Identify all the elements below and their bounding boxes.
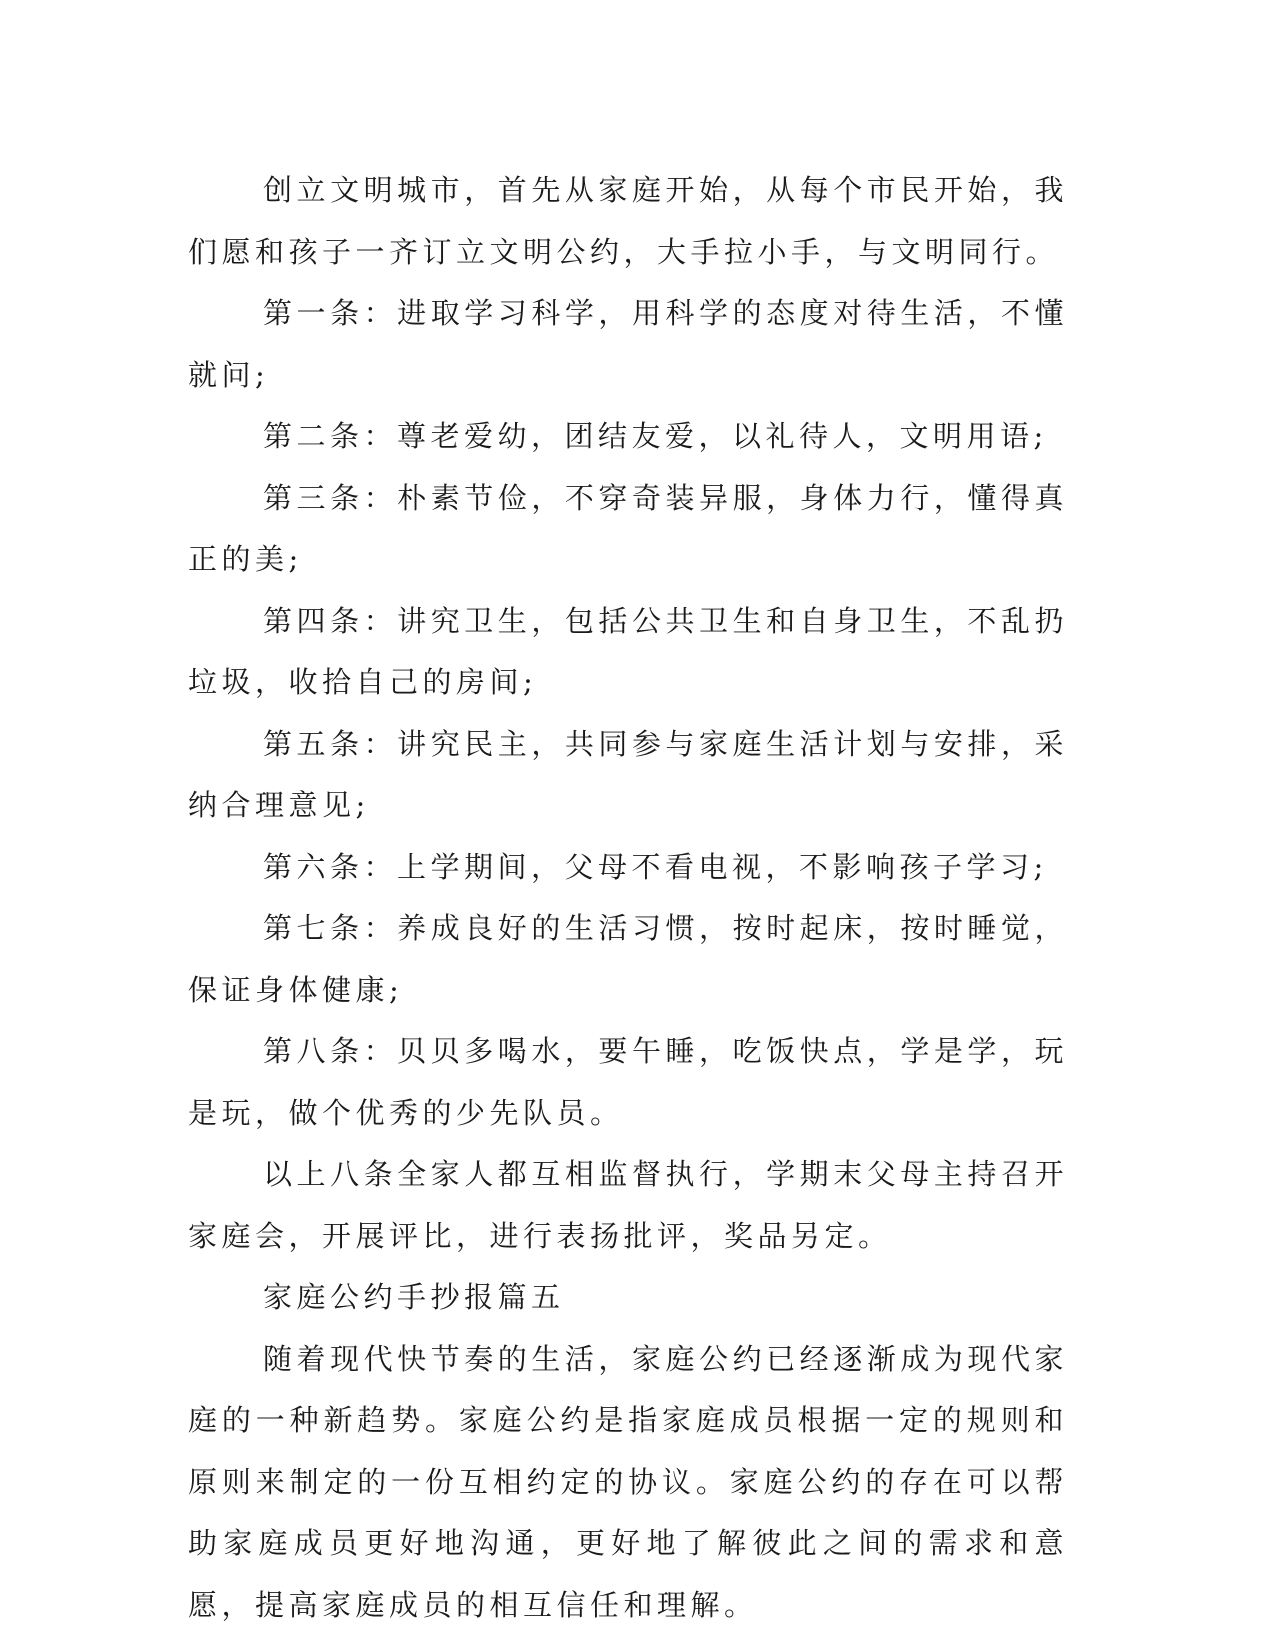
- article-seven: 第七条：养成良好的生活习惯，按时起床，按时睡觉，保证身体健康;: [188, 911, 1068, 1007]
- article-six: 第六条：上学期间，父母不看电视，不影响孩子学习;: [263, 849, 1048, 884]
- article-eight: 第八条：贝贝多喝水，要午睡，吃饭快点，学是学，玩是玩，做个优秀的少先队员。: [188, 1034, 1068, 1130]
- article-four: 第四条：讲究卫生，包括公共卫生和自身卫生，不乱扔垃圾，收拾自己的房间;: [188, 603, 1068, 699]
- article-three: 第三条：朴素节俭，不穿奇装异服，身体力行，懂得真正的美;: [188, 480, 1068, 576]
- article-two: 第二条：尊老爱幼，团结友爱，以礼待人，文明用语;: [263, 419, 1048, 453]
- section-intro-paragraph: 随着现代快节奏的生活，家庭公约已经逐渐成为现代家庭的一种新趋势。家庭公约是指家庭成员根据一定的规则和原则来制定的一份互相约定的协议。家庭公约的存在可以帮助家庭成员更好地沟通，更好地了解彼此之间的需求和意愿，提高家庭成员的相互信任和理解。: [188, 1341, 1068, 1622]
- document-body: [188, 160, 1068, 1636]
- intro-paragraph: 创立文明城市，首先从家庭开始，从每个市民开始，我们愿和孩子一齐订立文明公约，大手拉小手，与文明同行。: [188, 173, 1068, 269]
- article-five: 第五条：讲究民主，共同参与家庭生活计划与安排，采纳合理意见;: [188, 726, 1068, 822]
- section-heading: 家庭公约手抄报篇五: [263, 1280, 565, 1314]
- article-one: 第一条：进取学习科学，用科学的态度对待生活，不懂就问;: [188, 296, 1068, 392]
- closing-paragraph: 以上八条全家人都互相监督执行，学期末父母主持召开家庭会，开展评比，进行表扬批评，奖品另定。: [188, 1157, 1068, 1253]
